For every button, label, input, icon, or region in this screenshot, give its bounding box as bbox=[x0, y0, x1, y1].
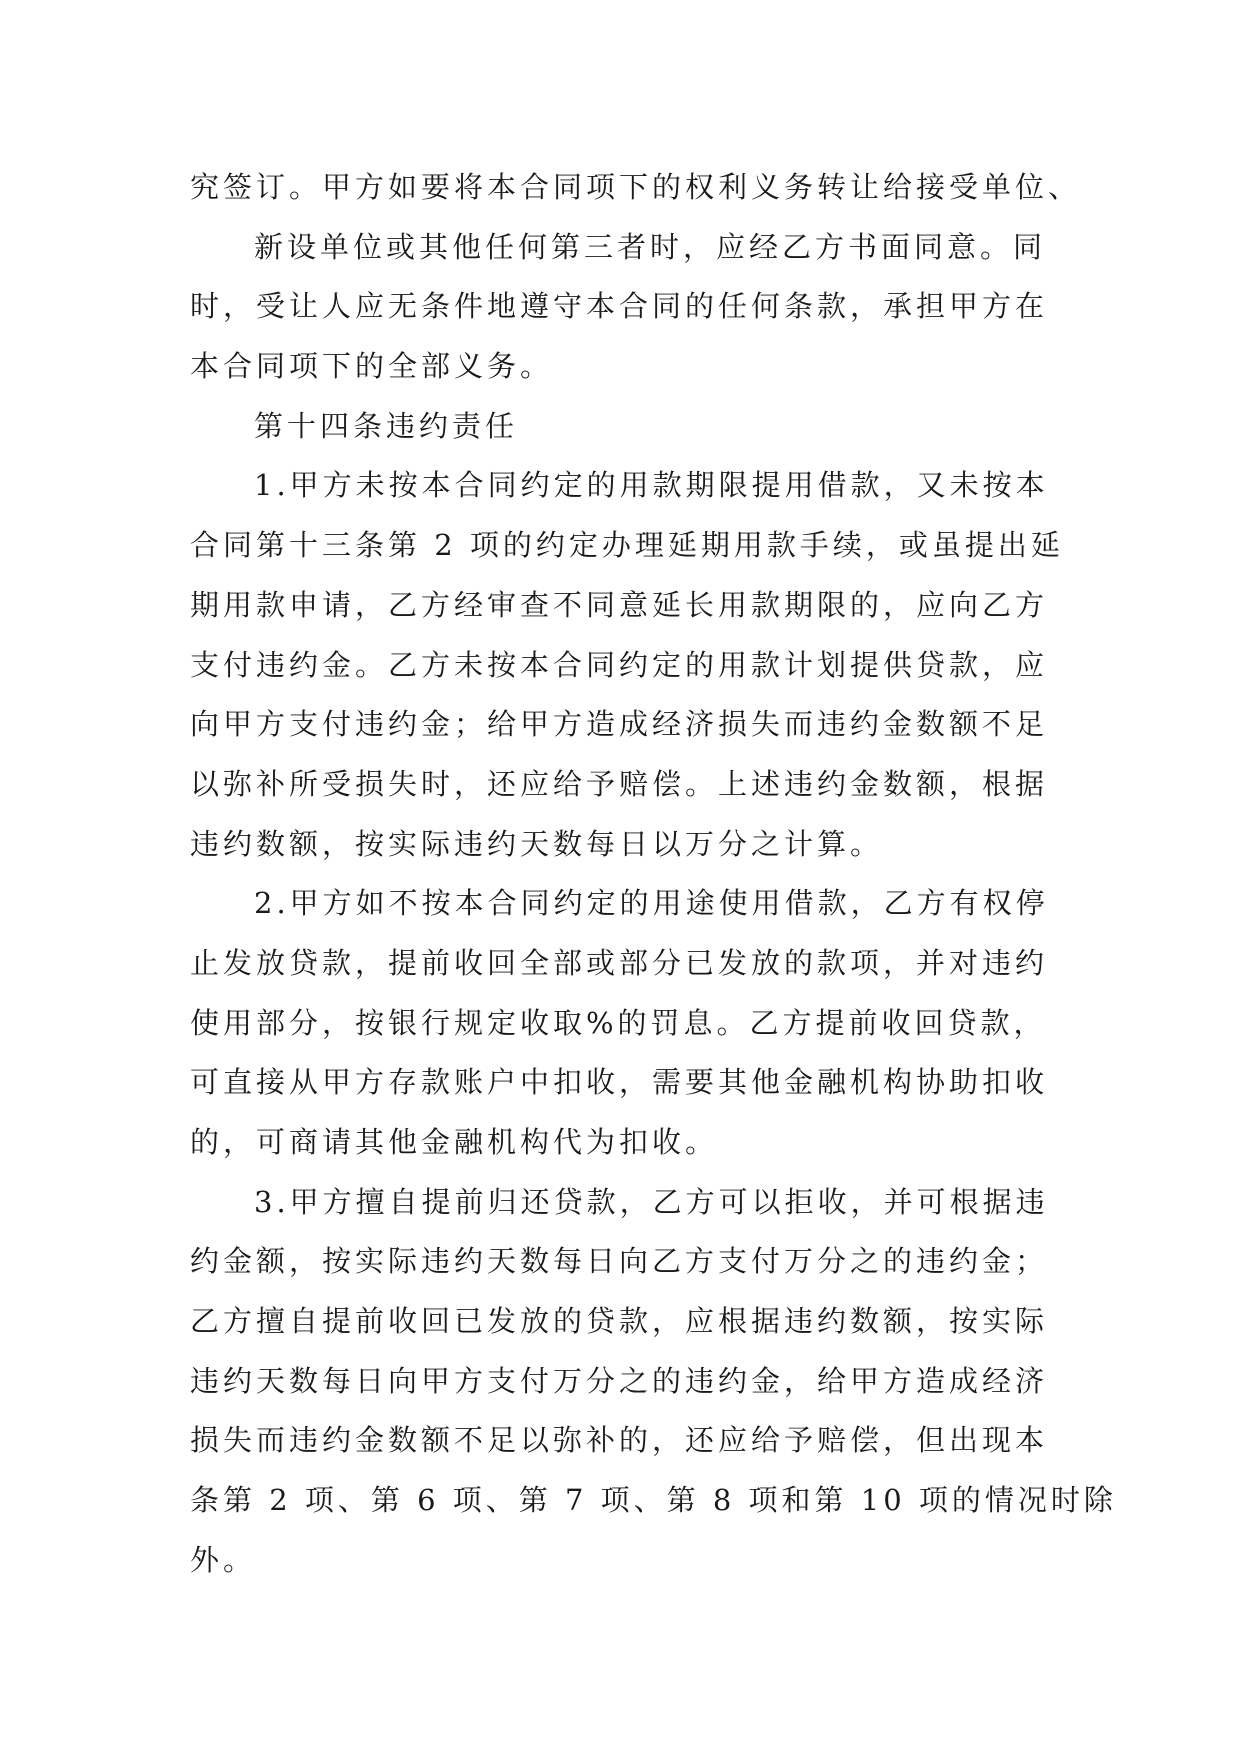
text-line: 可直接从甲方存款账户中扣收，需要其他金融机构协助扣收 bbox=[190, 1065, 1049, 1100]
text-line: 3.甲方擅自提前归还贷款，乙方可以拒收，并可根据违 bbox=[254, 1184, 1049, 1219]
text-line: 向甲方支付违约金；给甲方造成经济损失而违约金数额不足 bbox=[190, 707, 1049, 742]
text-line: 使用部分，按银行规定收取%的罚息。乙方提前收回贷款， bbox=[190, 1005, 1047, 1040]
text-line: 2.甲方如不按本合同约定的用途使用借款，乙方有权停 bbox=[254, 886, 1049, 921]
text-line: 违约数额，按实际违约天数每日以万分之计算。 bbox=[190, 826, 884, 861]
text-line: 1.甲方未按本合同约定的用款期限提用借款，又未按本 bbox=[254, 468, 1049, 503]
text-line: 条第 2 项、第 6 项、第 7 项、第 8 项和第 10 项的情况时除 bbox=[190, 1483, 1117, 1518]
text-line: 乙方擅自提前收回已发放的贷款，应根据违约数额，按实际 bbox=[190, 1304, 1049, 1339]
text-line: 以弥补所受损失时，还应给予赔偿。上述违约金数额，根据 bbox=[190, 766, 1049, 801]
text-line: 究签订。甲方如要将本合同项下的权利义务转让给接受单位、 bbox=[190, 170, 1082, 204]
text-line: 违约天数每日向甲方支付万分之的违约金，给甲方造成经济 bbox=[190, 1363, 1049, 1398]
text-line: 新设单位或其他任何第三者时，应经乙方书面同意。同 bbox=[254, 229, 1047, 264]
text-line: 损失而违约金数额不足以弥补的，还应给予赔偿，但出现本 bbox=[190, 1423, 1049, 1458]
text-line: 时，受让人应无条件地遵守本合同的任何条款，承担甲方在 bbox=[190, 289, 1049, 324]
text-line: 期用款申请，乙方经审查不同意延长用款期限的，应向乙方 bbox=[190, 587, 1049, 622]
text-line: 约金额，按实际违约天数每日向乙方支付万分之的违约金； bbox=[190, 1244, 1049, 1279]
contract-text-body bbox=[190, 158, 1117, 1591]
section-heading: 第十四条违约责任 bbox=[254, 408, 519, 443]
text-line: 止发放贷款，提前收回全部或部分已发放的款项，并对违约 bbox=[190, 945, 1049, 980]
text-line: 合同第十三条第 2 项的约定办理延期用款手续，或虽提出延 bbox=[190, 528, 1064, 563]
text-line: 的，可商请其他金融机构代为扣收。 bbox=[190, 1125, 719, 1159]
text-line: 本合同项下的全部义务。 bbox=[190, 349, 554, 384]
text-line: 支付违约金。乙方未按本合同约定的用款计划提供贷款，应 bbox=[190, 647, 1049, 682]
text-line: 外。 bbox=[190, 1542, 257, 1577]
